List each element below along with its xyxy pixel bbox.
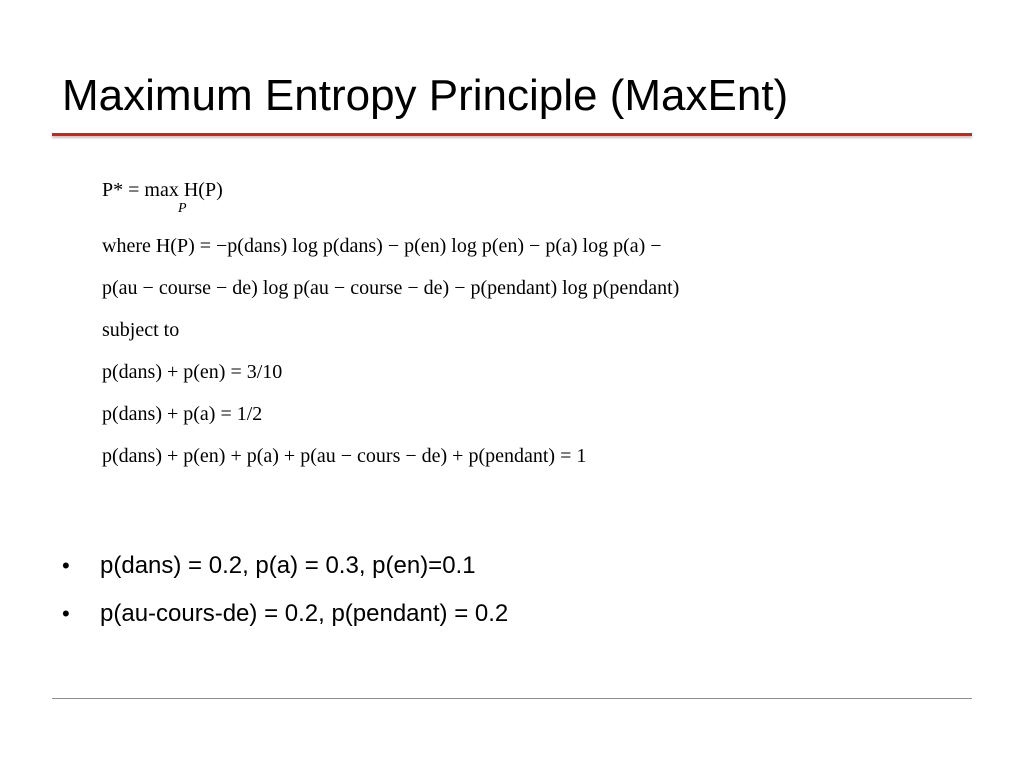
title-underline	[52, 133, 972, 136]
result-bullet-text: p(au-cours-de) = 0.2, p(pendant) = 0.2	[100, 600, 509, 627]
result-bullet-text: p(dans) = 0.2, p(a) = 0.3, p(en)=0.1	[100, 552, 476, 579]
result-bullet-2	[62, 596, 508, 644]
subject-to-label: subject to	[102, 319, 180, 341]
objective-equation: P* = max H(P)	[102, 179, 223, 201]
objective-subscript: P	[178, 201, 187, 216]
constraint-3: p(dans) + p(en) + p(a) + p(au − cours − de) + p(pendant) = 1	[102, 445, 587, 467]
constraint-2: p(dans) + p(a) = 1/2	[102, 403, 263, 425]
entropy-definition-line: where H(P) = −p(dans) log p(dans) − p(en) log p(en) − p(a) log p(a) −	[102, 235, 662, 257]
bullet-icon: •	[62, 601, 70, 626]
slide-title: Maximum Entropy Principle (MaxEnt)	[62, 71, 789, 120]
entropy-definition-continuation: p(au − course − de) log p(au − course − de) − p(pendant) log p(pendant)	[102, 277, 680, 299]
bullet-icon: •	[62, 553, 70, 578]
footer-divider	[52, 698, 972, 699]
result-bullet-list	[62, 548, 508, 644]
constraint-1: p(dans) + p(en) = 3/10	[102, 361, 283, 383]
result-bullet-1	[62, 548, 508, 596]
